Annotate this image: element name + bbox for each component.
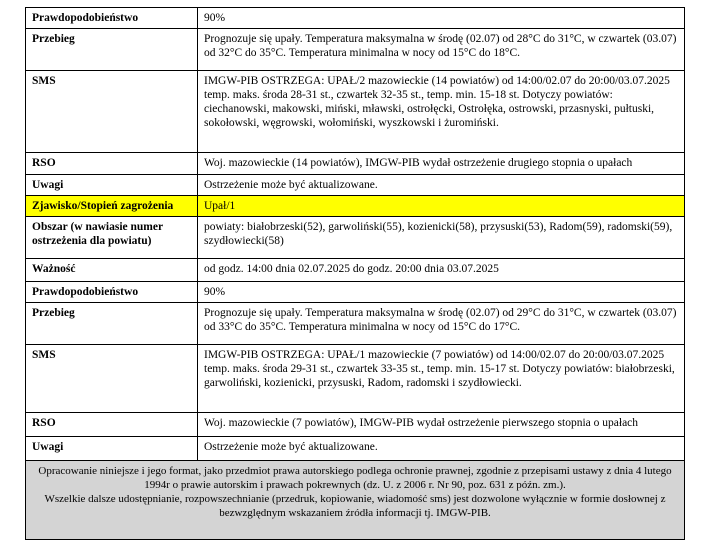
row-label: RSO [26,153,198,175]
row-value: 90% [198,282,685,303]
table-row [26,8,685,29]
row-value: od godz. 14:00 dnia 02.07.2025 do godz. 20:00 dnia 03.07.2025 [198,259,685,282]
table-row [26,413,685,437]
table-row [26,437,685,461]
warning-table [25,7,685,540]
table-row [26,71,685,153]
footer-row [26,461,685,540]
row-label: Zjawisko/Stopień zagrożenia [26,196,198,217]
row-label: SMS [26,345,198,413]
table-row [26,282,685,303]
row-value: powiaty: białobrzeski(52), garwoliński(55), kozienicki(58), przysuski(53), Radom(59), radomski(59), szydłowiecki(58) [198,217,685,259]
row-value: Ostrzeżenie może być aktualizowane. [198,437,685,461]
table-row [26,196,685,217]
row-label: Przebieg [26,303,198,345]
table-row [26,29,685,71]
row-label: Ważność [26,259,198,282]
table-row [26,303,685,345]
row-label: SMS [26,71,198,153]
row-value: IMGW-PIB OSTRZEGA: UPAŁ/1 mazowieckie (7 powiatów) od 14:00/02.07 do 20:00/03.07.2025 temp. maks. środa 29-31 st., czwartek 33-35 st., temp. min. 15-17 st. Dotyczy powiatów: białobrzeski, garwoliński, kozienicki, przysuski, Radom, radomski i szydłowiecki. [198,345,685,413]
redistribution-line: Wszelkie dalsze udostępnianie, rozpowszechnianie (przedruk, kopiowanie, wiadomość sms) jest dozwolone wyłącznie w formie dosłownej z bezwzględnym wskazaniem źródła informacji tj. IMGW-PIB. [44,493,666,519]
table-row [26,175,685,196]
row-value: Woj. mazowieckie (7 powiatów), IMGW-PIB wydał ostrzeżenie pierwszego stopnia o upałach [198,413,685,437]
row-label: Obszar (w nawiasie numer ostrzeżenia dla powiatu) [26,217,198,259]
row-label: Uwagi [26,175,198,196]
copyright-notice [26,461,685,540]
copyright-line: Opracowanie niniejsze i jego format, jako przedmiot prawa autorskiego podlega ochronie prawnej, zgodnie z przepisami ustawy z dnia 4 lutego 1994r o prawie autorskim i prawach pokrewnych (dz. U. z 2006 r. Nr 90, poz. 631 z późn. zm.). [38,465,672,491]
table-row [26,153,685,175]
table-row [26,345,685,413]
row-value: Ostrzeżenie może być aktualizowane. [198,175,685,196]
row-value: Upał/1 [198,196,685,217]
row-value: Prognozuje się upały. Temperatura maksymalna w środę (02.07) od 29°C do 31°C, w czwartek (03.07) od 33°C do 35°C. Temperatura minimalna w nocy od 15°C do 17°C. [198,303,685,345]
warning-document [25,7,685,540]
row-value: 90% [198,8,685,29]
row-value: IMGW-PIB OSTRZEGA: UPAŁ/2 mazowieckie (14 powiatów) od 14:00/02.07 do 20:00/03.07.2025 temp. maks. środa 28-31 st., czwartek 32-35 st., temp. min. 15-18 st. Dotyczy powiatów: ciechanowski, makowski, miński, mławski, ostrołęcki, Ostrołęka, ostrowski, przasnyski, pułtuski, sokołowski, węgrowski, wołomiński, wyszkowski i żuromiński. [198,71,685,153]
row-label: Przebieg [26,29,198,71]
table-row [26,259,685,282]
row-label: RSO [26,413,198,437]
row-label: Prawdopodobieństwo [26,8,198,29]
table-row [26,217,685,259]
row-value: Woj. mazowieckie (14 powiatów), IMGW-PIB wydał ostrzeżenie drugiego stopnia o upałach [198,153,685,175]
row-label: Prawdopodobieństwo [26,282,198,303]
row-value: Prognozuje się upały. Temperatura maksymalna w środę (02.07) od 28°C do 31°C, w czwartek (03.07) od 32°C do 35°C. Temperatura minimalna w nocy od 15°C do 18°C. [198,29,685,71]
row-label: Uwagi [26,437,198,461]
